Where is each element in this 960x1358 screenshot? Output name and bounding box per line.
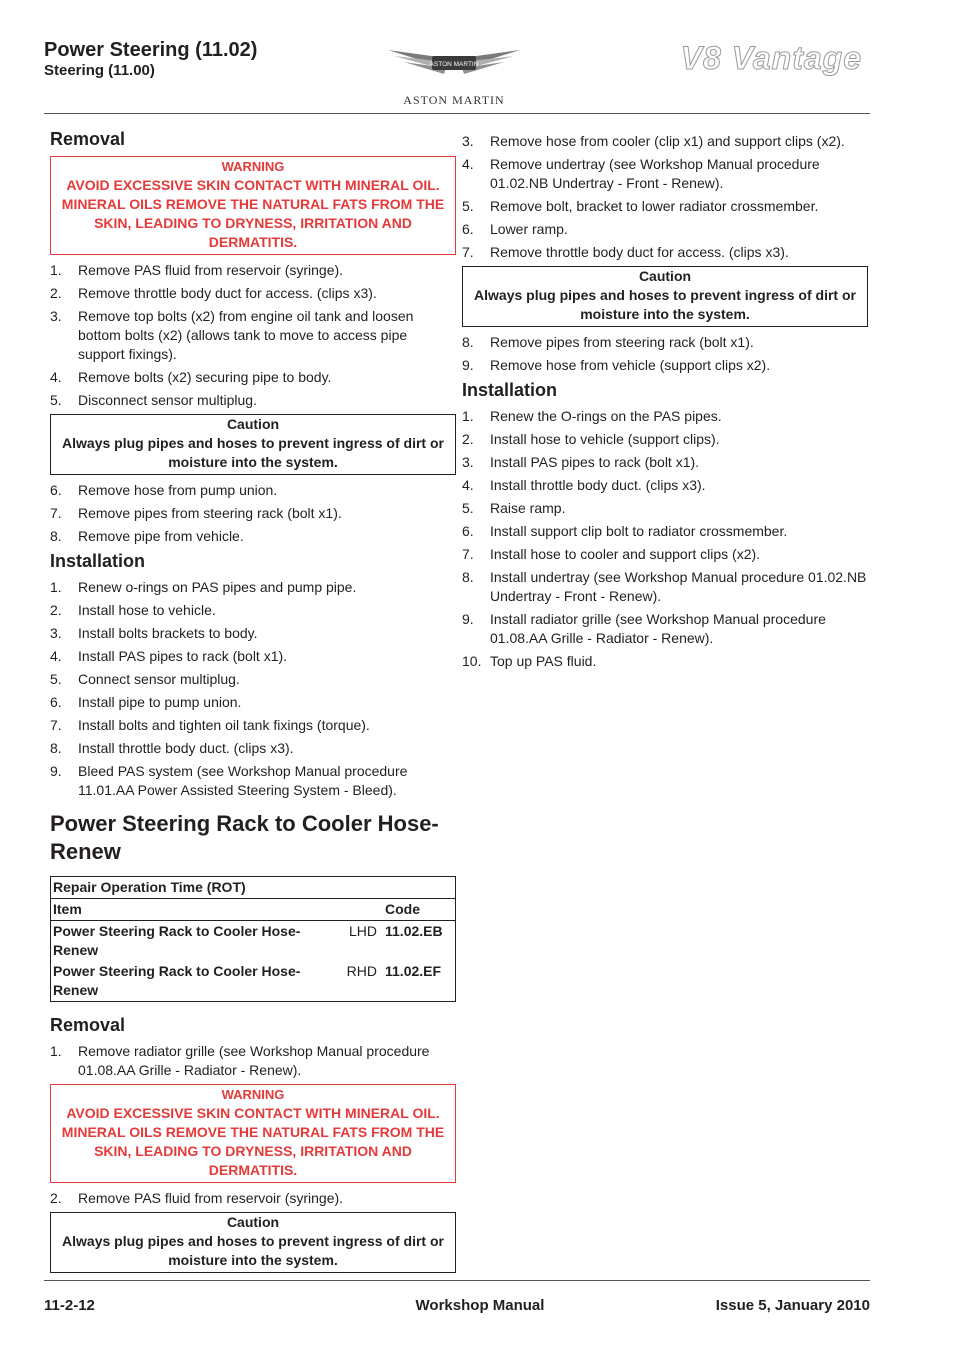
list-item: 10. Top up PAS fluid. xyxy=(462,653,597,669)
removal-list xyxy=(50,261,456,410)
list-item: 1. Renew o-rings on PAS pipes and pump pipe. xyxy=(50,579,357,595)
table-row: Power Steering Rack to Cooler Hose-Renew RHD 11.02.EF xyxy=(53,963,442,998)
list-item: 6. Install pipe to pump union. xyxy=(50,694,242,710)
list-item: 2. Install hose to vehicle. xyxy=(50,602,216,618)
rot-table xyxy=(50,876,456,1002)
list-item: 5. Connect sensor multiplug. xyxy=(50,671,240,687)
caution-text: Always plug pipes and hoses to prevent ingress of dirt or moisture into the system. xyxy=(62,435,444,470)
list-item: 9. Install radiator grille (see Workshop Manual procedure 01.08.AA Grille - Radiator - Renew). xyxy=(462,611,826,646)
wings-icon xyxy=(386,42,522,86)
removal-heading-2: Removal xyxy=(50,1015,126,1035)
caution-box-3 xyxy=(462,266,868,327)
list-item: 5. Remove bolt, bracket to lower radiator crossmember. xyxy=(462,198,819,214)
table-row: Power Steering Rack to Cooler Hose-Renew LHD 11.02.EB xyxy=(53,923,443,958)
warning-text: AVOID EXCESSIVE SKIN CONTACT WITH MINERAL OIL. MINERAL OILS REMOVE THE NATURAL FATS FROM THE SKIN, LEADING TO DRYNESS, IRRITATION AND DERMATITIS. xyxy=(61,1105,445,1178)
installation-heading-2: Installation xyxy=(462,380,558,400)
warning-box-2 xyxy=(50,1084,456,1183)
rot-col-item: Item xyxy=(51,899,384,921)
logo-badge-text: ASTON MARTIN xyxy=(429,61,479,68)
issue-info: Issue 5, January 2010 xyxy=(715,1297,870,1314)
caution-box xyxy=(50,414,456,475)
list-item: 6. Lower ramp. xyxy=(462,221,568,237)
rot-col-code: Code xyxy=(383,899,456,921)
list-item: 9. Remove hose from vehicle (support clips x2). xyxy=(462,357,771,373)
caution-title: Caution xyxy=(638,268,692,284)
model-logo: V8 Vantage xyxy=(680,40,862,76)
list-item: 3. Install PAS pipes to rack (bolt x1). xyxy=(462,454,700,470)
list-item: 2. Install hose to vehicle (support clips). xyxy=(462,431,720,447)
right-column xyxy=(462,132,868,675)
header-rule xyxy=(44,113,870,114)
list-item: 7. Remove pipes from steering rack (bolt x1). xyxy=(50,505,342,521)
removal-list-continued xyxy=(50,481,456,546)
list-item: 6. Install support clip bolt to radiator crossmember. xyxy=(462,523,788,539)
list-item: 3. Remove hose from cooler (clip x1) and support clips (x2). xyxy=(462,133,845,149)
caution-text: Always plug pipes and hoses to prevent ingress of dirt or moisture into the system. xyxy=(474,287,856,322)
caution-text: Always plug pipes and hoses to prevent ingress of dirt or moisture into the system. xyxy=(62,1233,444,1268)
caution-box-2 xyxy=(50,1212,456,1273)
list-item: 8. Remove pipes from steering rack (bolt x1). xyxy=(462,334,754,350)
logo-text: ASTON MARTIN xyxy=(403,93,505,107)
warning-box xyxy=(50,156,456,255)
list-item: 1. Remove radiator grille (see Workshop Manual procedure 01.08.AA Grille - Radiator - Renew). xyxy=(50,1043,430,1078)
page-header xyxy=(44,38,870,114)
list-item: 2. Remove PAS fluid from reservoir (syringe). xyxy=(50,1190,344,1206)
manual-name: Workshop Manual xyxy=(415,1297,545,1314)
section-title: Power Steering Rack to Cooler Hose-Renew xyxy=(50,811,439,864)
list-item: 8. Install undertray (see Workshop Manual procedure 01.02.NB Undertray - Front - Renew). xyxy=(462,569,867,604)
list-item: 7. Remove throttle body duct for access. (clips x3). xyxy=(462,244,789,260)
installation-heading: Installation xyxy=(50,551,146,571)
list-item: 4. Remove bolts (x2) securing pipe to body. xyxy=(50,369,332,385)
warning-text: AVOID EXCESSIVE SKIN CONTACT WITH MINERAL OIL. MINERAL OILS REMOVE THE NATURAL FATS FROM THE SKIN, LEADING TO DRYNESS, IRRITATION AND DERMATITIS. xyxy=(61,177,445,250)
list-item: 8. Remove pipe from vehicle. xyxy=(50,528,244,544)
list-item: 8. Install throttle body duct. (clips x3). xyxy=(50,740,294,756)
aston-martin-logo xyxy=(386,42,522,106)
list-item: 7. Install hose to cooler and support clips (x2). xyxy=(462,546,761,562)
header-subtitle: Steering (11.00) xyxy=(44,62,155,79)
list-item: 4. Remove undertray (see Workshop Manual procedure 01.02.NB Undertray - Front - Renew). xyxy=(462,156,820,191)
list-item: 9. Bleed PAS system (see Workshop Manual procedure 11.01.AA Power Assisted Steering System - Bleed). xyxy=(50,763,408,798)
list-item: 5. Disconnect sensor multiplug. xyxy=(50,392,257,408)
list-item: 4. Install throttle body duct. (clips x3). xyxy=(462,477,706,493)
warning-title: WARNING xyxy=(221,1087,285,1102)
footer-rule xyxy=(44,1280,870,1281)
caution-title: Caution xyxy=(226,1214,280,1230)
rot-title: Repair Operation Time (ROT) xyxy=(51,877,456,899)
list-item: 2. Remove throttle body duct for access. (clips x3). xyxy=(50,285,377,301)
removal-heading: Removal xyxy=(50,129,126,149)
removal-list-2c xyxy=(462,132,868,262)
list-item: 3. Remove top bolts (x2) from engine oil tank and loosen bottom bolts (x2) (allows tank to move to access pipe support fixings). xyxy=(50,308,414,362)
warning-title: WARNING xyxy=(221,159,285,174)
removal-list-2d xyxy=(462,333,868,375)
page-number: 11-2-12 xyxy=(44,1297,95,1314)
removal-list-2b xyxy=(50,1189,456,1208)
left-column xyxy=(50,128,456,1279)
list-item: 1. Remove PAS fluid from reservoir (syringe). xyxy=(50,262,344,278)
installation-list xyxy=(50,578,456,800)
list-item: 4. Install PAS pipes to rack (bolt x1). xyxy=(50,648,288,664)
list-item: 5. Raise ramp. xyxy=(462,500,566,516)
installation-list-2 xyxy=(462,407,868,671)
list-item: 3. Install bolts brackets to body. xyxy=(50,625,258,641)
header-title: Power Steering (11.02) xyxy=(44,39,258,61)
caution-title: Caution xyxy=(226,416,280,432)
list-item: 1. Renew the O-rings on the PAS pipes. xyxy=(462,408,722,424)
removal-list-2 xyxy=(50,1042,456,1080)
list-item: 6. Remove hose from pump union. xyxy=(50,482,278,498)
list-item: 7. Install bolts and tighten oil tank fixings (torque). xyxy=(50,717,370,733)
